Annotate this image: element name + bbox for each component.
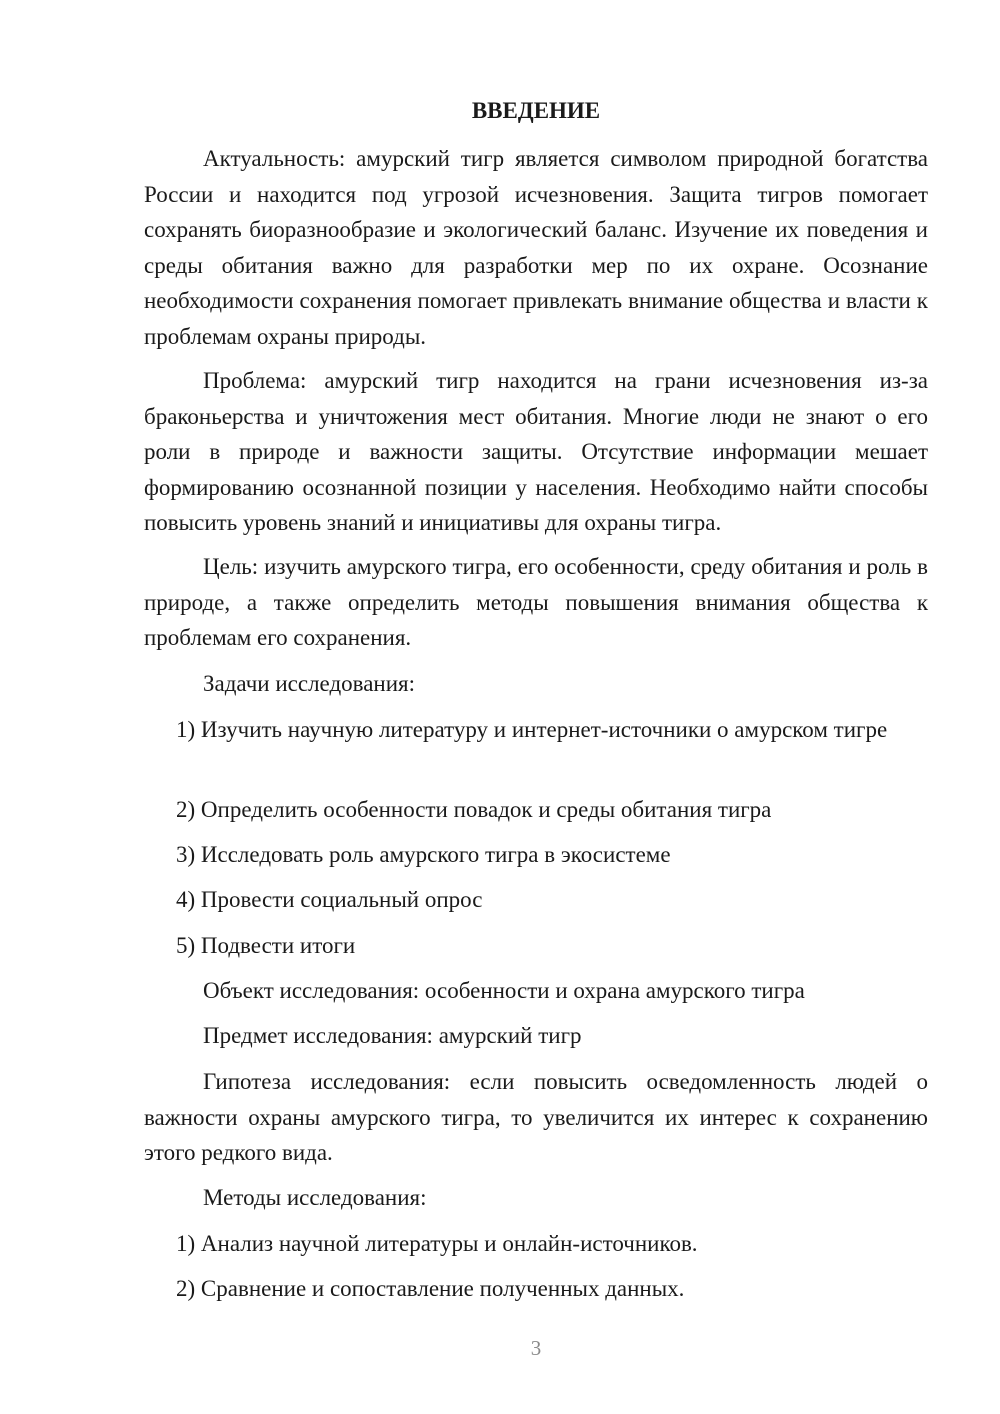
task-item-1: 1) Изучить научную литературу и интернет-источники о амурском тигре (176, 717, 888, 742)
problem-paragraph: Проблема: амурский тигр находится на грани исчезновения из-за браконьерства и уничтожения мест обитания. Многие люди не знают о его роли в природе и важности защиты. Отсутствие информации мешает формированию осознанной позиции у населения. Необходимо найти способы повысить уровень знаний и инициативы для охраны тигра. (144, 368, 928, 535)
task-item-5: 5) Подвести итоги (176, 933, 356, 958)
methods-title: Методы исследования: (203, 1185, 427, 1210)
method-item-2: 2) Сравнение и сопоставление полученных данных. (176, 1276, 685, 1301)
hypothesis-paragraph: Гипотеза исследования: если повысить осведомленность людей о важности охраны амурского тигра, то увеличится их интерес к сохранению этого редкого вида. (144, 1069, 928, 1165)
goal-paragraph: Цель: изучить амурского тигра, его особенности, среду обитания и роль в природе, а также определить методы повышения внимания общества к проблемам его сохранения. (144, 554, 928, 650)
method-item-1: 1) Анализ научной литературы и онлайн-источников. (176, 1231, 698, 1256)
page-number: 3 (530, 1336, 542, 1360)
task-item-2: 2) Определить особенности повадок и среды обитания тигра (176, 797, 772, 822)
task-item-3: 3) Исследовать роль амурского тигра в экосистеме (176, 842, 671, 867)
section-heading: ВВЕДЕНИЕ (471, 98, 601, 123)
relevance-paragraph: Актуальность: амурский тигр является символом природной богатства России и находится под угрозой исчезновения. Защита тигров помогает сохранять биоразнообразие и экологический баланс. Изучение их поведения и среды обитания важно для разработки мер по их охране. Осознание необходимости сохранения помогает привлекать внимание общества и власти к проблемам охраны природы. (144, 146, 928, 349)
task-item-4: 4) Провести социальный опрос (176, 887, 483, 912)
tasks-title: Задачи исследования: (203, 671, 416, 696)
research-subject: Предмет исследования: амурский тигр (203, 1023, 582, 1048)
research-object: Объект исследования: особенности и охрана амурского тигра (203, 978, 805, 1003)
